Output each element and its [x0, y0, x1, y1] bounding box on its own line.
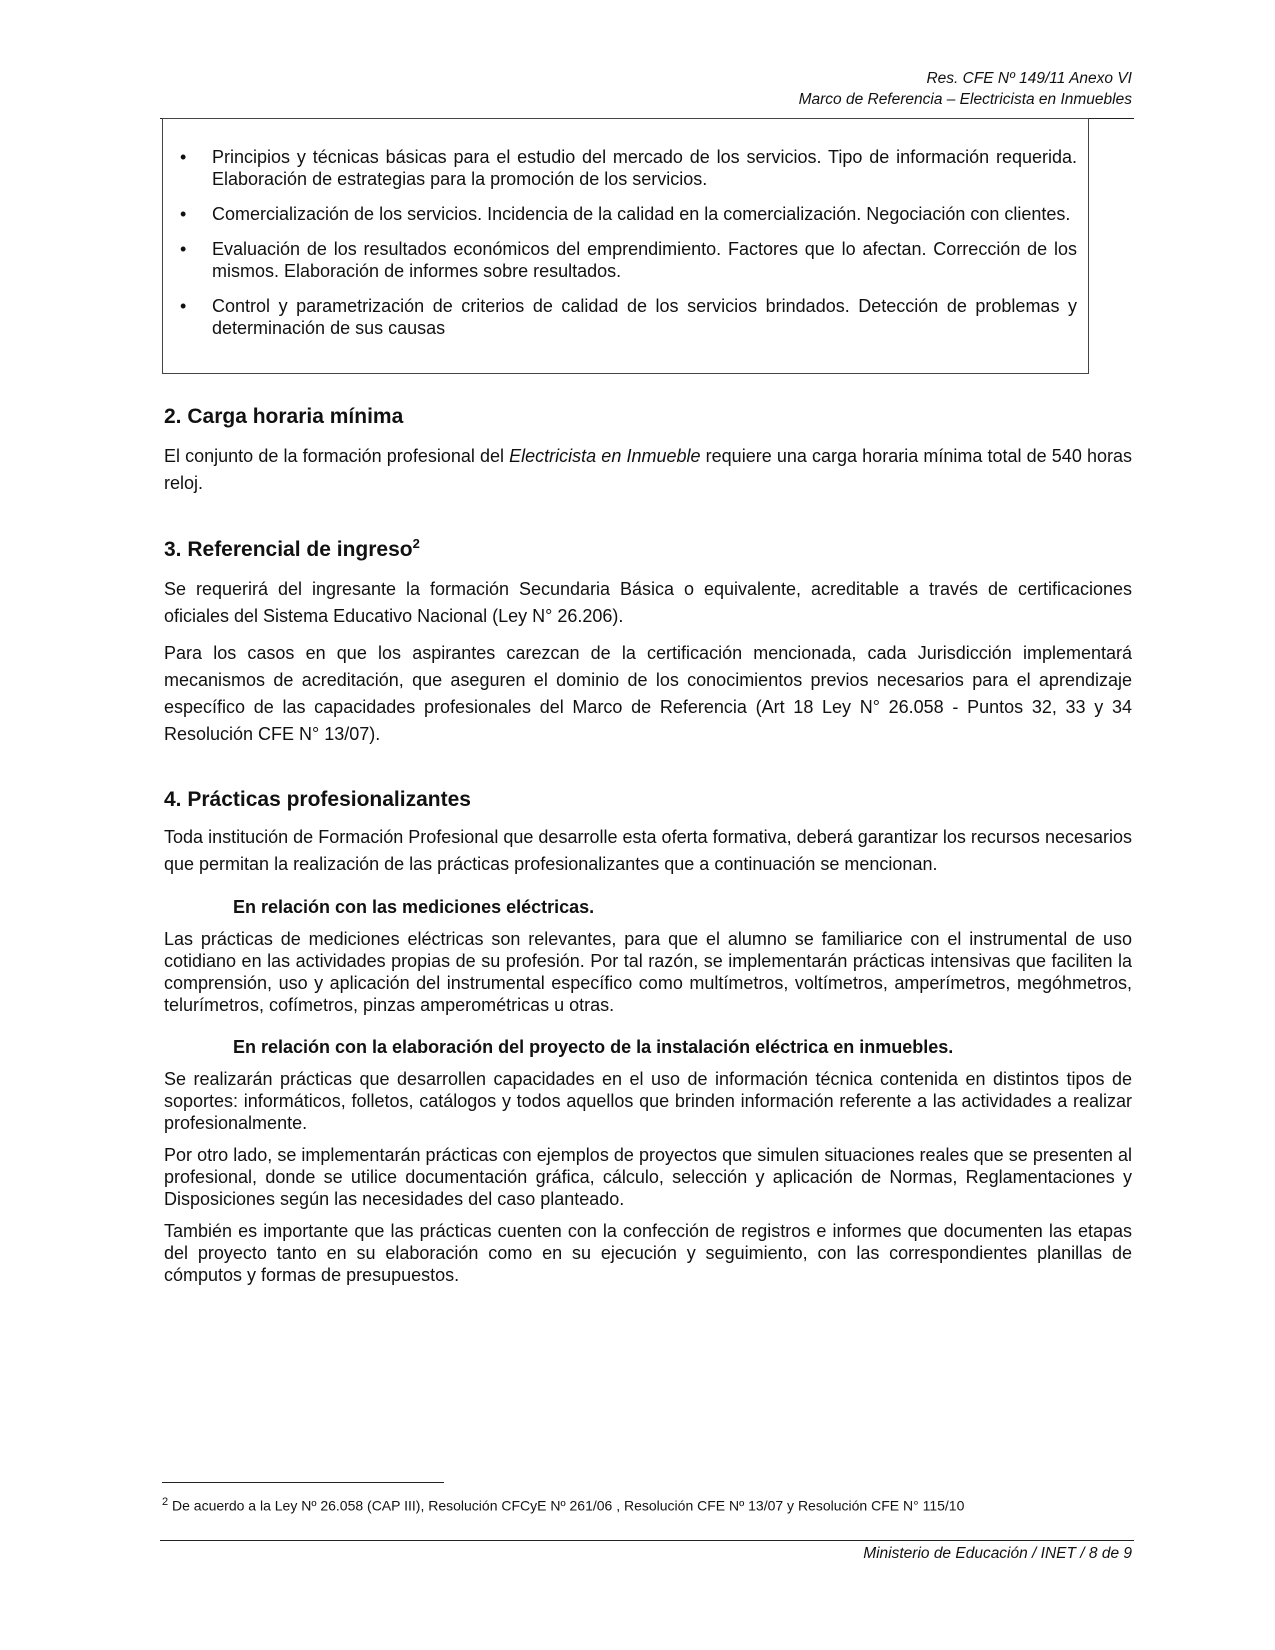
- bullet-icon: •: [180, 296, 187, 316]
- bullet-icon: •: [180, 239, 187, 259]
- section-paragraph: Se realizarán prácticas que desarrollen capacidades en el uso de información técnica contenida en distintos tipos de soportes: informáticos, folletos, catálogos y todos aquellos que brinden información referente a las actividades a realizar profesionalmente.: [164, 1069, 1132, 1133]
- list-item-text: Comercialización de los servicios. Incidencia de la calidad en la comercialización. Negociación con clientes.: [212, 204, 1071, 224]
- section-title: [164, 538, 1132, 562]
- section-paragraph: Para los casos en que los aspirantes carezcan de la certificación mencionada, cada Jurisdicción implementará mecanismos de acreditación, que aseguren el dominio de los conocimientos previos necesarios para el aprendizaje específico de las capacidades profesionales del Marco de Referencia (Art 18 Ley N° 26.058 - Puntos 32, 33 y 34 Resolución CFE N° 13/07).: [164, 643, 1132, 744]
- section-practicas: [164, 788, 1132, 1286]
- footnote-divider: [162, 1482, 444, 1483]
- list-item-text: Control y parametrización de criterios de calidad de los servicios brindados. Detección de problemas y determinación de sus causas: [212, 296, 1077, 338]
- paragraph-italic-text: Electricista en Inmueble: [509, 446, 701, 466]
- section-paragraph: Las prácticas de mediciones eléctricas son relevantes, para que el alumno se familiarice con el instrumental de uso cotidiano en las actividades propias de su profesión. Por tal razón, se implementarán prácticas intensivas que faciliten la comprensión, uso y aplicación del instrumental específico como multímetros, voltímetros, amperímetros, megóhmetros, telurímetros, cofímetros, pinzas amperométricas u otras.: [164, 929, 1132, 1015]
- list-item: [175, 238, 1077, 282]
- list-item-text: Evaluación de los resultados económicos del emprendimiento. Factores que lo afectan. Corrección de los mismos. Elaboración de informes sobre resultados.: [212, 239, 1077, 281]
- header-resolution: Res. CFE Nº 149/11 Anexo VI: [926, 70, 1132, 87]
- bullet-icon: •: [180, 204, 187, 224]
- list-item: [175, 146, 1077, 190]
- footnote-text: De acuerdo a la Ley Nº 26.058 (CAP III), Resolución CFCyE Nº 261/06 , Resolución CFE Nº 13/07 y Resolución CFE N° 115/10: [168, 1497, 965, 1514]
- section-paragraph: [164, 443, 1132, 497]
- section-paragraph: Toda institución de Formación Profesional que desarrolle esta oferta formativa, deberá garantizar los recursos necesarios que permitan la realización de las prácticas profesionalizantes que a continuación se mencionan.: [164, 827, 1132, 874]
- list-item: [175, 203, 1077, 225]
- section-title: 4. Prácticas profesionalizantes: [164, 788, 471, 811]
- paragraph-text: requiere una carga horaria mínima total de 540 horas reloj.: [164, 446, 1132, 493]
- subsection-title: En relación con las mediciones eléctricas.: [233, 897, 595, 917]
- section-title: 2. Carga horaria mínima: [164, 405, 404, 428]
- list-item-text: Principios y técnicas básicas para el estudio del mercado de los servicios. Tipo de información requerida. Elaboración de estrategias para la promoción de los servicios.: [212, 147, 1077, 189]
- page-header: [160, 68, 1132, 110]
- paragraph-text: El conjunto de la formación profesional del: [164, 446, 510, 466]
- section-paragraph: También es importante que las prácticas cuenten con la confección de registros e informes que documenten las etapas del proyecto tanto en su elaboración como en su ejecución y seguimiento, con las correspondientes planillas de cómputos y formas de presupuestos.: [164, 1221, 1132, 1285]
- subsection-title: En relación con la elaboración del proyecto de la instalación eléctrica en inmuebles.: [233, 1037, 954, 1057]
- section-carga-horaria: [164, 405, 1132, 497]
- footnote-reference: 2: [412, 536, 420, 551]
- footnote-mark: 2: [162, 1496, 169, 1508]
- section-paragraph: Se requerirá del ingresante la formación Secundaria Básica o equivalente, acreditable a través de certificaciones oficiales del Sistema Educativo Nacional (Ley N° 26.206).: [164, 579, 1132, 626]
- bullet-icon: •: [180, 147, 187, 167]
- section-title-text: 3. Referencial de ingreso: [164, 538, 413, 561]
- footnote: [162, 1496, 964, 1514]
- section-paragraph: Por otro lado, se implementarán prácticas con ejemplos de proyectos que simulen situaciones reales que se presenten al profesional, donde se utilice documentación gráfica, cálculo, selección y aplicación de Normas, Reglamentaciones y Disposiciones según las necesidades del caso planteado.: [164, 1145, 1132, 1209]
- page-footer: Ministerio de Educación / INET / 8 de 9: [863, 1545, 1132, 1562]
- contents-box: [162, 118, 1089, 374]
- list-item: [175, 295, 1077, 339]
- contents-list: [175, 146, 1077, 352]
- header-subtitle: Marco de Referencia – Electricista en Inmuebles: [798, 91, 1132, 108]
- section-referencial-ingreso: [164, 538, 1132, 748]
- footer-divider: [160, 1540, 1134, 1541]
